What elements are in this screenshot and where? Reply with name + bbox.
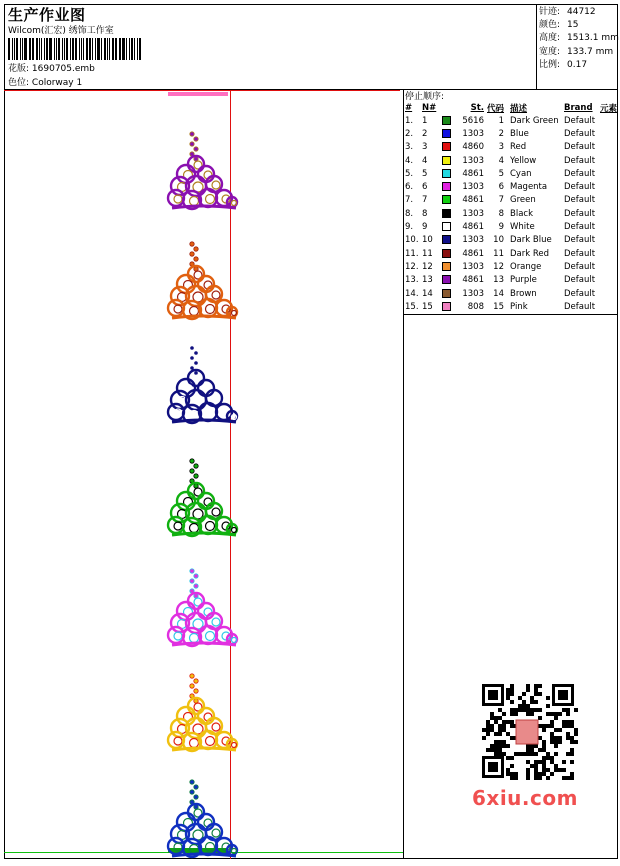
summary-value: 133.7 mm [567, 46, 614, 57]
barcode-bar [109, 38, 110, 60]
row-element [600, 194, 617, 207]
barcode-bar [58, 38, 60, 60]
motif-magenta-cyan [162, 565, 242, 651]
panel-divider [403, 89, 404, 859]
color-row [405, 234, 617, 247]
row-code: 10 [493, 235, 504, 246]
row-description: Dark Red [510, 248, 550, 259]
row-description: Orange [510, 261, 542, 272]
color-row [405, 194, 617, 207]
row-stitches: 1303 [462, 128, 484, 139]
barcode-bar [116, 38, 117, 60]
color-swatch [442, 141, 454, 154]
summary-panel [539, 6, 619, 72]
barcode [8, 38, 142, 60]
barcode-bar [32, 38, 34, 60]
barcode-bar [49, 38, 52, 60]
row-description: Cyan [510, 168, 532, 179]
row-code: 12 [493, 261, 504, 272]
row-element [600, 127, 617, 140]
row-stitches: 808 [467, 301, 484, 312]
color-swatch [442, 247, 454, 260]
color-row [405, 141, 617, 154]
barcode-bar [139, 38, 141, 60]
row-index: 1. [405, 115, 414, 126]
row-description: Black [510, 208, 533, 219]
summary-row [539, 19, 619, 32]
motif-orange-red [162, 238, 242, 324]
summary-divider [536, 4, 537, 90]
color-row [405, 220, 617, 233]
row-brand: Default [564, 155, 596, 166]
row-stitches: 1303 [462, 155, 484, 166]
row-brand: Default [564, 222, 596, 233]
row-index: 11. [405, 248, 419, 259]
color-swatch [442, 154, 454, 167]
row-code: 14 [493, 288, 504, 299]
row-element [600, 180, 617, 193]
row-stitches: 4861 [462, 275, 484, 286]
color-swatch [442, 287, 454, 300]
row-index: 10. [405, 235, 419, 246]
row-needle: 4 [422, 155, 428, 166]
table-header-row [405, 101, 617, 114]
row-needle: 15 [422, 301, 433, 312]
row-brand: Default [564, 235, 596, 246]
stop-sequence-title: 停止顺序: [405, 92, 445, 102]
row-needle: 5 [422, 168, 428, 179]
row-needle: 14 [422, 288, 433, 299]
row-needle: 11 [422, 248, 433, 259]
barcode-bar [14, 38, 15, 60]
summary-row [539, 46, 619, 59]
barcode-bar [24, 38, 27, 60]
row-index: 12. [405, 261, 419, 272]
row-description: White [510, 222, 535, 233]
colorway-line [8, 75, 82, 88]
row-index: 13. [405, 275, 419, 286]
row-index: 7. [405, 195, 414, 206]
row-index: 5. [405, 168, 414, 179]
motif-blue-outline [162, 342, 242, 428]
summary-label: 针迹: [539, 7, 561, 17]
barcode-bar [46, 38, 48, 60]
row-code: 15 [493, 301, 504, 312]
row-code: 11 [493, 248, 504, 259]
design-label: 花版: [8, 64, 30, 74]
summary-label: 宽度: [539, 46, 561, 57]
barcode-bar [56, 38, 57, 60]
row-code: 2 [498, 128, 504, 139]
summary-row [539, 59, 619, 72]
hoop-top-line [4, 90, 400, 91]
motif-purple-brown [162, 128, 242, 214]
barcode-bar [12, 38, 13, 60]
summary-value: 1513.1 mm [567, 33, 619, 44]
row-index: 9. [405, 222, 414, 233]
row-index: 15. [405, 301, 419, 312]
row-description: Yellow [510, 155, 537, 166]
row-needle: 13 [422, 275, 433, 286]
company-name: Wilcom(汇宏) 绣饰工作室 [8, 26, 114, 36]
row-stitches: 4860 [462, 142, 484, 153]
row-element [600, 114, 617, 127]
row-needle: 9 [422, 222, 428, 233]
row-element [600, 247, 617, 260]
row-code: 4 [498, 155, 504, 166]
row-needle: 12 [422, 261, 433, 272]
barcode-bar [95, 38, 96, 60]
barcode-bar [41, 38, 42, 60]
row-needle: 7 [422, 195, 428, 206]
barcode-bar [101, 38, 102, 60]
row-index: 4. [405, 155, 414, 166]
color-row [405, 247, 617, 260]
row-index: 8. [405, 208, 414, 219]
page-title: 生产作业图 [8, 6, 86, 24]
row-description: Purple [510, 275, 537, 286]
color-row [405, 274, 617, 287]
barcode-bar [119, 38, 121, 60]
color-row [405, 287, 617, 300]
row-brand: Default [564, 275, 596, 286]
row-code: 8 [498, 208, 504, 219]
color-swatch [442, 180, 454, 193]
barcode-bar [54, 38, 55, 60]
row-stitches: 1303 [462, 235, 484, 246]
row-needle: 1 [422, 115, 428, 126]
barcode-bar [8, 38, 10, 60]
row-description: Green [510, 195, 536, 206]
row-description: Brown [510, 288, 537, 299]
color-row [405, 167, 617, 180]
row-element [600, 274, 617, 287]
color-swatch [442, 234, 454, 247]
barcode-bar [97, 38, 100, 60]
barcode-bar [66, 38, 68, 60]
col-brand: Brand [564, 102, 593, 113]
row-code: 13 [493, 275, 504, 286]
barcode-bar [22, 38, 23, 60]
motif-yellow-red [162, 670, 242, 756]
color-row [405, 127, 617, 140]
row-needle: 8 [422, 208, 428, 219]
color-row [405, 300, 617, 313]
colorway-value: Colorway 1 [31, 78, 83, 88]
color-row [405, 207, 617, 220]
color-row [405, 154, 617, 167]
barcode-bar [72, 38, 75, 60]
row-brand: Default [564, 142, 596, 153]
color-swatch [442, 207, 454, 220]
summary-value: 44712 [567, 7, 596, 17]
color-swatch [442, 274, 454, 287]
barcode-bar [16, 38, 18, 60]
barcode-bar [112, 38, 114, 60]
row-brand: Default [564, 115, 596, 126]
row-element [600, 300, 617, 313]
barcode-bar [30, 38, 31, 60]
col-description: 描述 [510, 103, 528, 114]
row-code: 1 [498, 115, 504, 126]
row-index: 2. [405, 128, 414, 139]
row-stitches: 5616 [462, 115, 484, 126]
row-brand: Default [564, 195, 596, 206]
row-stitches: 4861 [462, 222, 484, 233]
row-needle: 10 [422, 235, 433, 246]
barcode-bar [62, 38, 63, 60]
barcode-bar [83, 38, 84, 60]
row-brand: Default [564, 288, 596, 299]
barcode-bar [137, 38, 138, 60]
barcode-bar [39, 38, 40, 60]
row-element [600, 207, 617, 220]
row-description: Dark Blue [510, 235, 552, 246]
barcode-bar [134, 38, 135, 60]
barcode-bar [115, 38, 116, 60]
row-description: Magenta [510, 182, 548, 193]
row-index: 3. [405, 142, 414, 153]
motif-green-black [162, 455, 242, 541]
barcode-bar [89, 38, 91, 60]
col-element: 元素 [600, 103, 618, 114]
row-code: 3 [498, 142, 504, 153]
row-brand: Default [564, 208, 596, 219]
row-element [600, 154, 617, 167]
watermark-logo: 6xiu.com [472, 786, 578, 810]
col-index: # [405, 102, 413, 113]
summary-row [539, 32, 619, 45]
color-swatch [442, 260, 454, 273]
row-code: 9 [498, 222, 504, 233]
row-stitches: 4861 [462, 248, 484, 259]
row-element [600, 234, 617, 247]
barcode-bar [126, 38, 127, 60]
motif-blue-green [162, 776, 242, 862]
row-needle: 6 [422, 182, 428, 193]
col-stitches: St. [470, 102, 484, 113]
barcode-bar [107, 38, 108, 60]
row-stitches: 1303 [462, 288, 484, 299]
row-needle: 3 [422, 142, 428, 153]
row-element [600, 287, 617, 300]
summary-value: 0.17 [567, 59, 588, 70]
color-row [405, 180, 617, 193]
barcode-bar [29, 38, 30, 60]
col-swatch [442, 101, 454, 114]
row-stitches: 4861 [462, 168, 484, 179]
row-brand: Default [564, 182, 596, 193]
barcode-bar [81, 38, 82, 60]
colorway-label: 色位: [8, 78, 30, 88]
barcode-bar [131, 38, 133, 60]
row-stitches: 1303 [462, 208, 484, 219]
row-element [600, 141, 617, 154]
barcode-bar [44, 38, 45, 60]
color-row [405, 114, 617, 127]
pink-stitch-bar [168, 92, 228, 96]
row-brand: Default [564, 261, 596, 272]
row-description: Pink [510, 301, 528, 312]
color-swatch [442, 194, 454, 207]
row-description: Blue [510, 128, 529, 139]
color-swatch [442, 220, 454, 233]
color-sequence-table [405, 101, 617, 313]
col-code: 代码 [487, 103, 505, 114]
barcode-bar [20, 38, 21, 60]
color-swatch [442, 114, 454, 127]
row-brand: Default [564, 248, 596, 259]
row-code: 5 [498, 168, 504, 179]
row-brand: Default [564, 301, 596, 312]
barcode-bar [70, 38, 71, 60]
row-index: 6. [405, 182, 414, 193]
row-code: 6 [498, 182, 504, 193]
row-brand: Default [564, 168, 596, 179]
row-stitches: 4861 [462, 195, 484, 206]
barcode-bar [122, 38, 125, 60]
row-brand: Default [564, 128, 596, 139]
barcode-bar [79, 38, 80, 60]
row-description: Dark Green [510, 115, 559, 126]
barcode-bar [36, 38, 38, 60]
color-swatch [442, 167, 454, 180]
row-needle: 2 [422, 128, 428, 139]
row-stitches: 1303 [462, 261, 484, 272]
summary-label: 比例: [539, 59, 561, 70]
row-code: 7 [498, 195, 504, 206]
design-value: 1690705.emb [31, 64, 95, 74]
col-needle: N# [422, 102, 437, 113]
color-row [405, 260, 617, 273]
row-index: 14. [405, 288, 419, 299]
row-stitches: 1303 [462, 182, 484, 193]
row-element [600, 167, 617, 180]
barcode-bar [86, 38, 88, 60]
summary-value: 15 [567, 20, 579, 31]
color-swatch [442, 127, 454, 140]
color-swatch [442, 300, 454, 313]
barcode-bar [104, 38, 106, 60]
barcode-bar [64, 38, 65, 60]
design-line [8, 61, 95, 74]
barcode-bar [92, 38, 93, 60]
row-element [600, 260, 617, 273]
summary-label: 颜色: [539, 20, 561, 31]
row-element [600, 220, 617, 233]
barcode-bar [75, 38, 77, 60]
row-description: Red [510, 142, 527, 153]
summary-row [539, 6, 619, 19]
barcode-bar [129, 38, 130, 60]
summary-label: 高度: [539, 33, 561, 44]
table-bottom-rule [403, 314, 618, 315]
